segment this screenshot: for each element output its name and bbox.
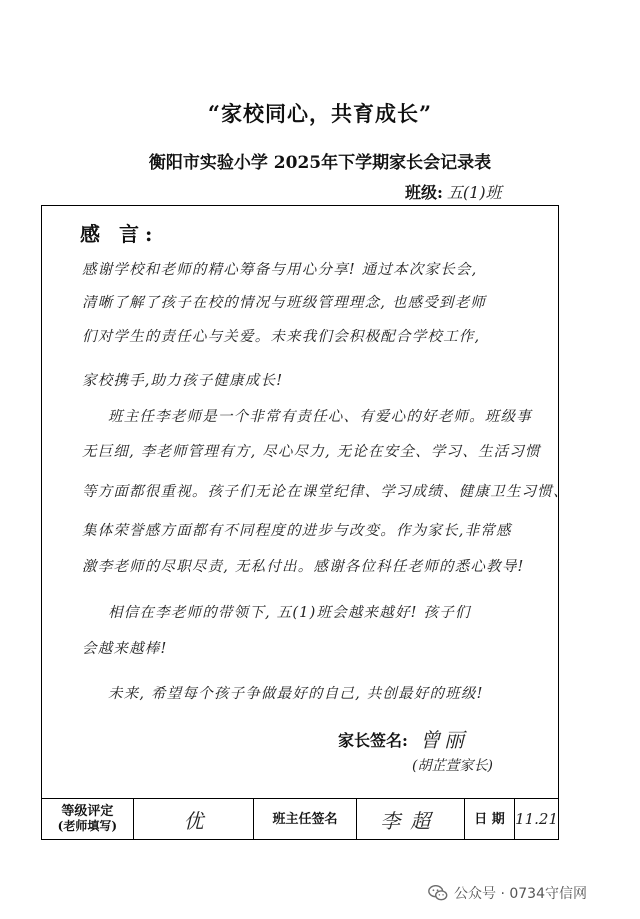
remark-line: 们对学生的责任心与关爱。未来我们会积极配合学校工作,: [82, 329, 481, 345]
grade-label-line2: (老师填写): [57, 819, 118, 833]
parent-signature-note: (胡芷萱家长): [412, 758, 493, 774]
watermark-text: 公众号 · 0734守信网: [454, 886, 587, 902]
wechat-icon: [427, 882, 449, 904]
class-value: 五(1)班: [446, 183, 502, 202]
grade-label-line1: 等级评定: [61, 804, 114, 819]
teacher-signature: 李超: [380, 808, 441, 833]
grade-value: 优: [183, 808, 204, 833]
remark-line: 家校携手,助力孩子健康成长!: [82, 373, 284, 389]
remark-line: 激李老师的尽职尽责, 无私付出。感谢各位科任老师的悉心教导!: [82, 559, 525, 575]
grade-value-cell: [134, 799, 255, 839]
grade-label-cell: [42, 799, 134, 839]
remarks-heading: 感 言:: [80, 222, 159, 246]
date-label: 日 期: [474, 811, 505, 827]
slogan: “家校同心，共育成长”: [207, 101, 433, 126]
class-label: 班级:: [405, 183, 443, 202]
remark-line: 班主任李老师是一个非常有责任心、有爱心的好老师。班级事: [108, 409, 532, 425]
remark-line: 未来, 希望每个孩子争做最好的自己, 共创最好的班级!: [108, 686, 484, 702]
date-label-cell: [465, 799, 515, 839]
teacher-sign-cell: [357, 799, 465, 839]
remark-line: 相信在李老师的带领下, 五(1)班会越来越好! 孩子们: [108, 605, 471, 621]
teacher-sign-label-cell: [254, 799, 356, 839]
remark-line: 集体荣誉感方面都有不同程度的进步与改变。作为家长,非常感: [82, 523, 512, 539]
evaluation-row: [41, 798, 559, 840]
date-value-cell: [515, 799, 558, 839]
remark-line: 会越来越棒!: [82, 641, 168, 657]
teacher-sign-label: 班主任签名: [272, 811, 338, 827]
form-title: 衡阳市实验小学 2025年下学期家长会记录表: [148, 153, 492, 173]
remark-line: 等方面都很重视。孩子们无论在课堂纪律、学习成绩、健康卫生习惯、: [82, 484, 569, 500]
parent-signature-label: 家长签名:: [338, 731, 408, 750]
remark-line: 感谢学校和老师的精心筹备与用心分享! 通过本次家长会,: [82, 262, 478, 278]
watermark: [427, 882, 587, 904]
date-value: 11.21: [515, 810, 559, 828]
parent-signature: 曾丽: [420, 728, 468, 752]
remark-line: 无巨细, 李老师管理有方, 尽心尽力, 无论在安全、学习、生活习惯: [82, 444, 541, 460]
remark-line: 清晰了解了孩子在校的情况与班级管理理念, 也感受到老师: [82, 295, 487, 311]
class-field: [405, 180, 502, 203]
grade-label: [58, 804, 117, 834]
